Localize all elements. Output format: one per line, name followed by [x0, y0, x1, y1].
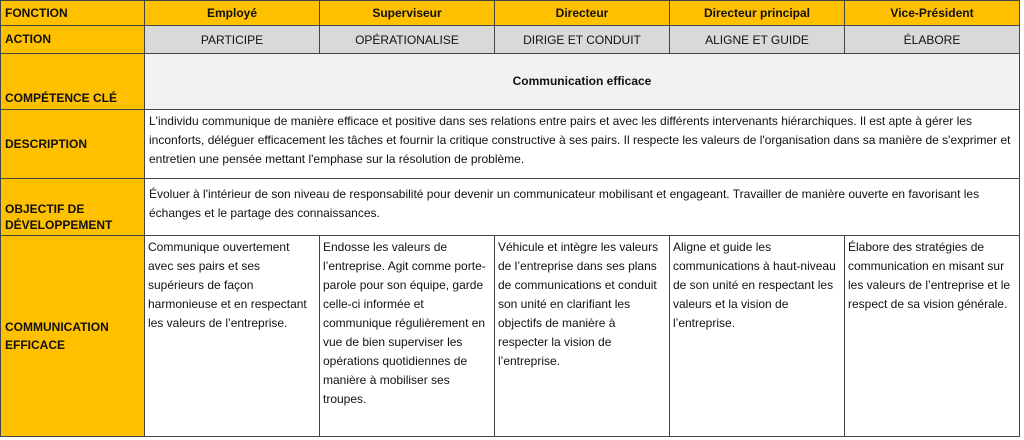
description-text: L'individu communique de manière efficace et positive dans ses relations entre pairs et avec les différents intervenants hiérarchiques. Il est apte à gérer les inconforts, déléguer efficacement les tâches et fournir la critique constructive à ses pairs. Il respecte les valeurs de l'organisation dans sa manière de s'exprimer et entretien une pensée mettant l'emphase sur la résolution de problème.	[145, 110, 1020, 179]
action-elabore: ÉLABORE	[845, 26, 1020, 54]
label-communication-text: COMMUNICATION EFFICACE	[5, 320, 109, 352]
role-vice-president: Vice-Président	[845, 0, 1020, 26]
objectif-text: Évoluer à l'intérieur de son niveau de responsabilité pour devenir un communicateur mobilisant et engageant. Travailler de manière ouverte en favorisant les échanges et le partage des connaissances.	[145, 179, 1020, 236]
role-superviseur: Superviseur	[320, 0, 495, 26]
label-fonction: FONCTION	[0, 0, 145, 26]
role-directeur: Directeur	[495, 0, 670, 26]
behaviour-superviseur: Endosse les valeurs de l’entreprise. Agit comme porte-parole pour son équipe, garde celle-ci informée et communique régulièrement en vue de bien superviser les opérations quotidiennes de manière à mobiliser ses troupes.	[320, 236, 495, 437]
label-objectif-text: OBJECTIF DE DÉVELOPPEMENT	[5, 202, 113, 232]
label-communication	[0, 236, 145, 437]
label-objectif	[0, 179, 145, 236]
action-dirige: DIRIGE ET CONDUIT	[495, 26, 670, 54]
competence-title: Communication efficace	[145, 54, 1020, 110]
label-description: DESCRIPTION	[0, 110, 145, 179]
label-action: ACTION	[0, 26, 145, 54]
action-participe: PARTICIPE	[145, 26, 320, 54]
action-aligne: ALIGNE ET GUIDE	[670, 26, 845, 54]
behaviour-directeur-principal: Aligne et guide les communications à haut-niveau de son unité en respectant les valeurs et la vision de l’entreprise.	[670, 236, 845, 437]
action-operationalise: OPÉRATIONALISE	[320, 26, 495, 54]
role-employe: Employé	[145, 0, 320, 26]
role-directeur-principal: Directeur principal	[670, 0, 845, 26]
behaviour-employe: Communique ouvertement avec ses pairs et ses supérieurs de façon harmonieuse et en respectant les valeurs de l’entreprise.	[145, 236, 320, 437]
label-competence: COMPÉTENCE CLÉ	[0, 54, 145, 110]
behaviour-directeur: Véhicule et intègre les valeurs de l’entreprise dans ses plans de communications et conduit son unité en clarifiant les objectifs de manière à respecter la vision de l’entreprise.	[495, 236, 670, 437]
behaviour-vice-president: Élabore des stratégies de communication en misant sur les valeurs de l’entreprise et le respect de sa vision générale.	[845, 236, 1020, 437]
